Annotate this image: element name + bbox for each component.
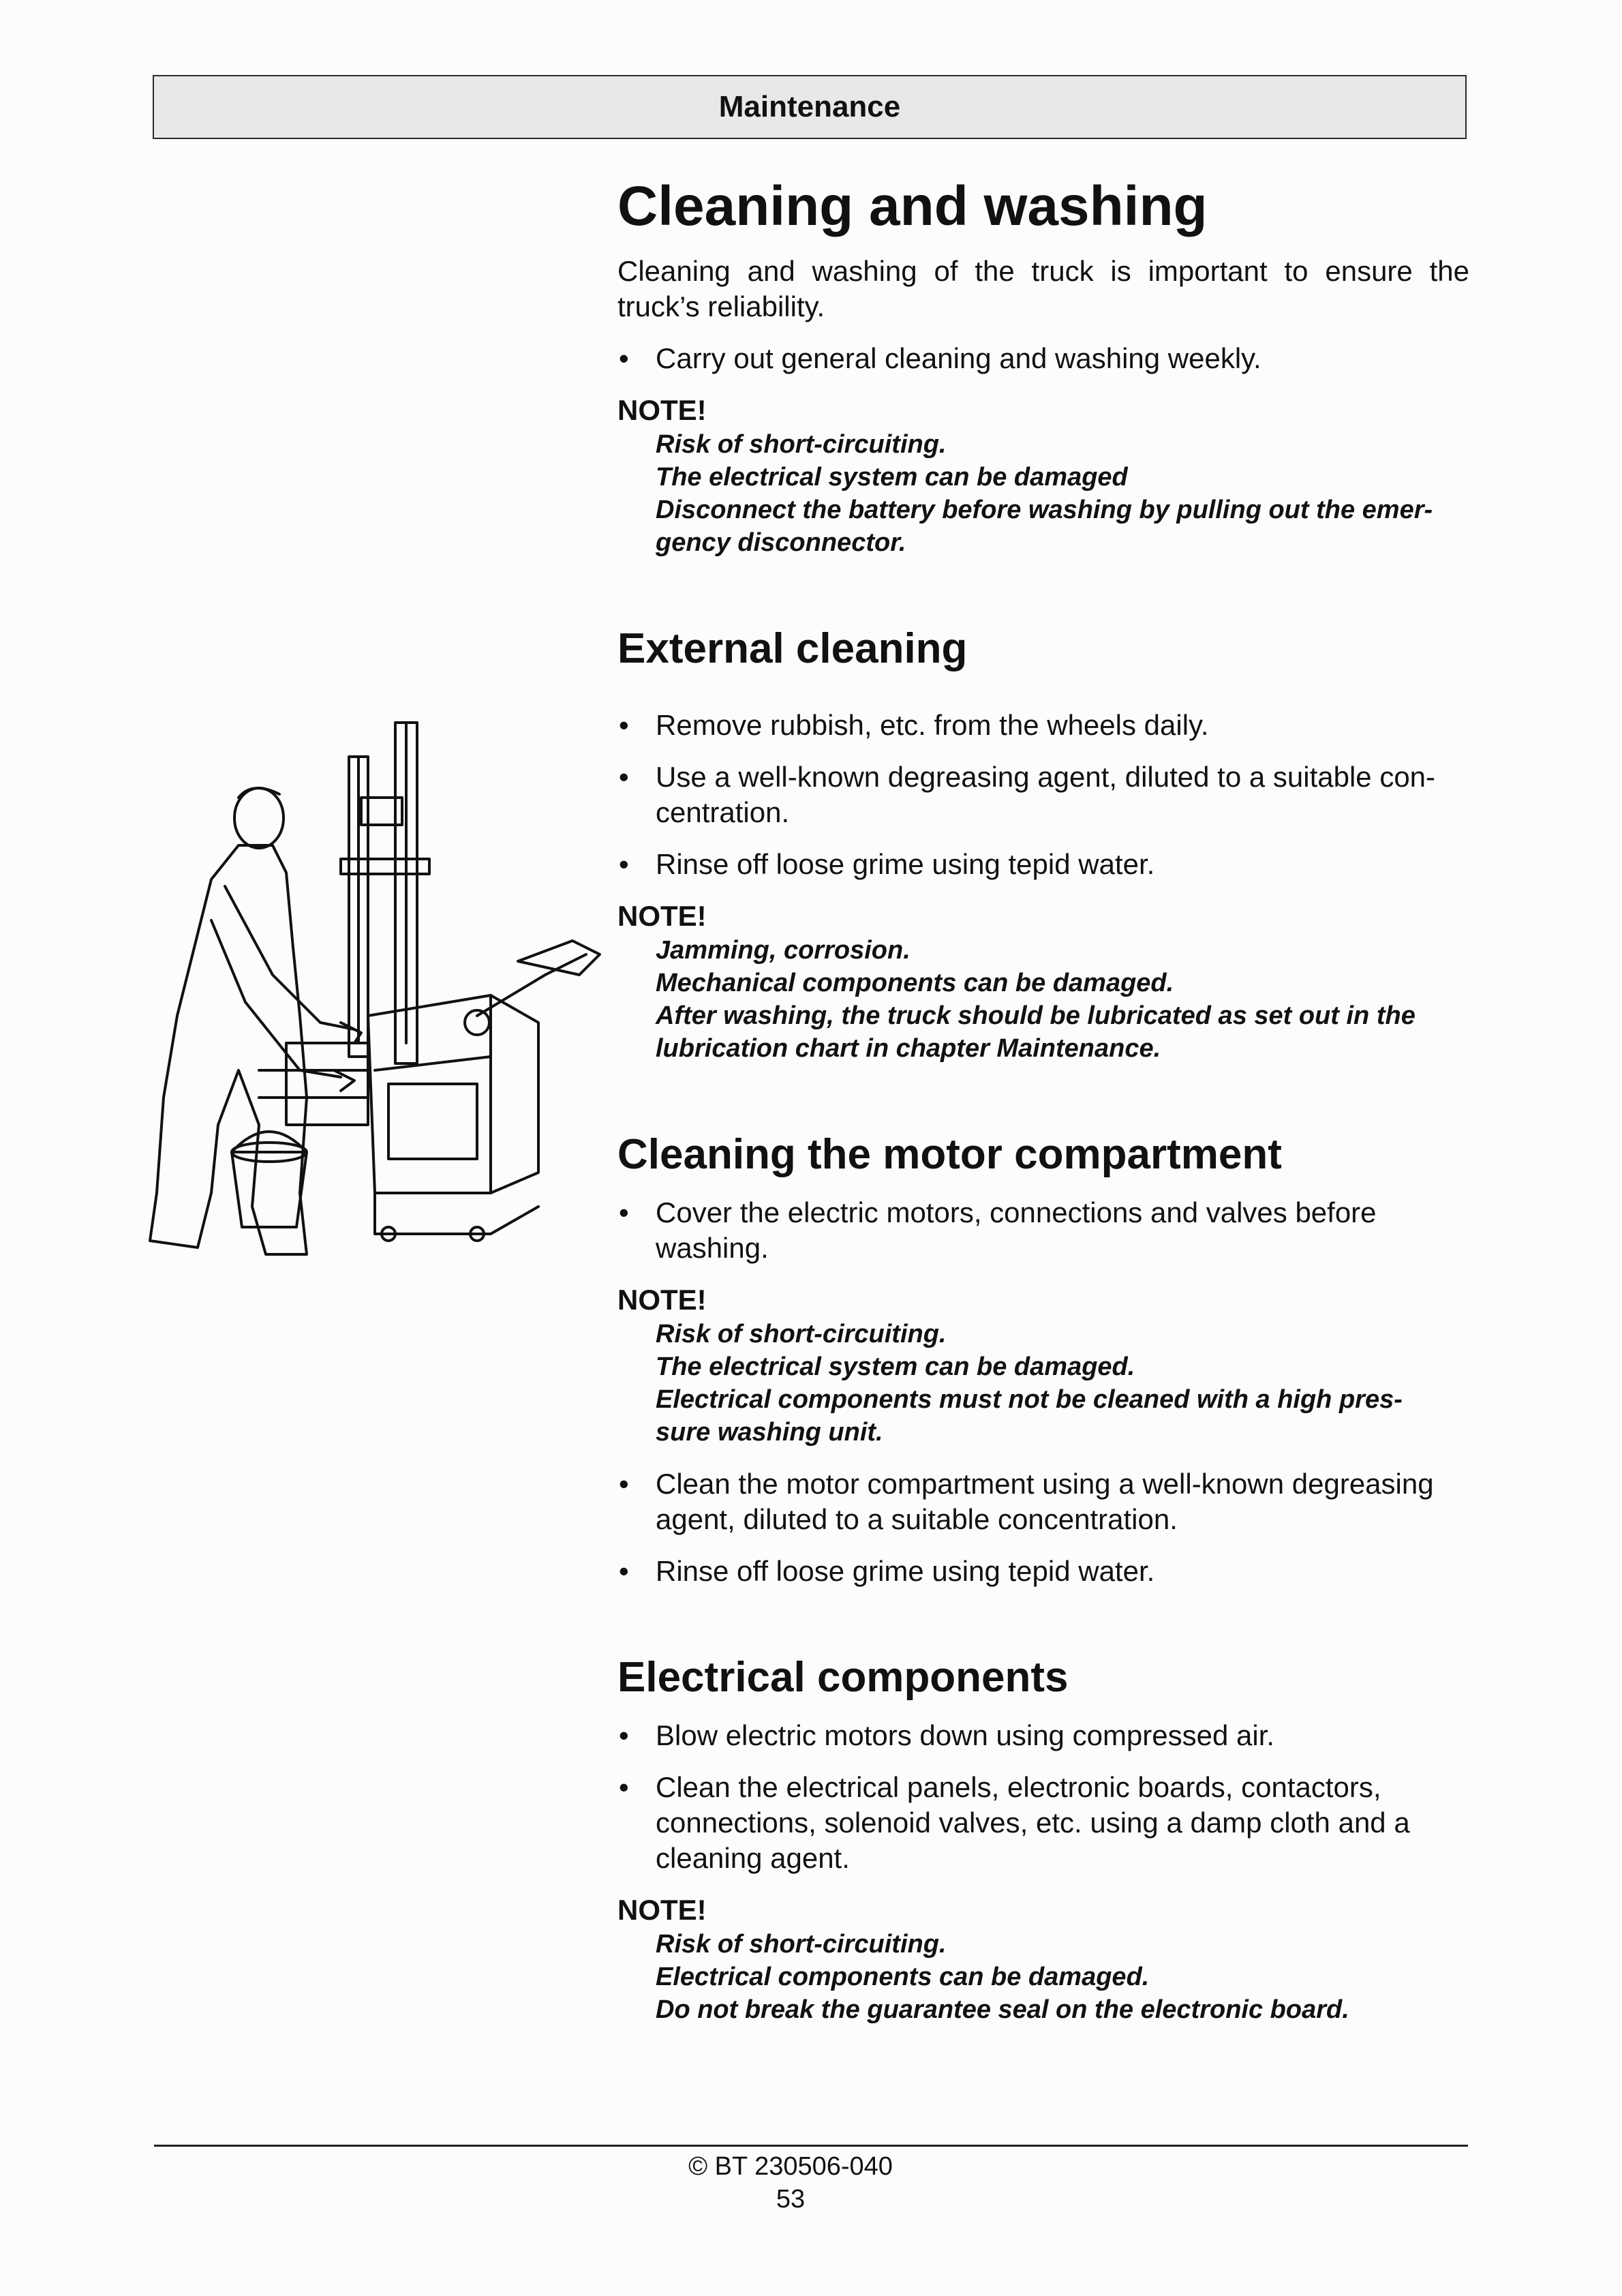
- truck-washing-illustration: [136, 716, 613, 1261]
- footer-divider: [154, 2145, 1468, 2147]
- list-item: • Rinse off loose grime using tepid water.: [617, 847, 1469, 882]
- list-item: • Blow electric motors down using compressed air.: [617, 1718, 1469, 1753]
- page-number: 53: [776, 2185, 806, 2214]
- note-line: Risk of short-circuiting.: [656, 430, 947, 459]
- main-bullets: [617, 341, 1469, 376]
- main-content: [617, 175, 1469, 2044]
- footer-copyright: © BT 230506-040: [688, 2152, 893, 2181]
- list-item: • Clean the motor compartment using a well-known degreasing agent, diluted to a suitable concentration.: [617, 1466, 1469, 1537]
- note-line: lubrication chart in chapter Maintenance.: [656, 1033, 1161, 1063]
- list-item: • Carry out general cleaning and washing weekly.: [617, 341, 1469, 376]
- list-item: • Rinse off loose grime using tepid water.: [617, 1554, 1469, 1589]
- note-line: Risk of short-circuiting.: [656, 1319, 947, 1348]
- electrical-bullets: [617, 1718, 1469, 1876]
- note-label: NOTE!: [617, 1283, 707, 1316]
- note-electrical: [617, 1892, 1469, 2026]
- motor-bullets-before: [617, 1195, 1469, 1266]
- section-title-electrical: Electrical components: [617, 1653, 1069, 1701]
- note-motor: [617, 1282, 1469, 1449]
- list-item: • Remove rubbish, etc. from the wheels daily.: [617, 708, 1469, 743]
- section-header-title: Maintenance: [718, 90, 901, 123]
- note-line: Jamming, corrosion.: [656, 935, 911, 965]
- list-item: • Cover the electric motors, connections and valves before washing.: [617, 1195, 1469, 1266]
- note-external: [617, 898, 1469, 1065]
- list-item: • Use a well-known degreasing agent, diluted to a suitable con-centration.: [617, 759, 1469, 830]
- note-line: The electrical system can be damaged: [656, 463, 1128, 492]
- note-main: [617, 393, 1469, 559]
- page-footer: [613, 2150, 968, 2216]
- motor-bullets-after: [617, 1466, 1469, 1589]
- note-label: NOTE!: [617, 899, 707, 932]
- note-line: Electrical components can be damaged.: [656, 1963, 1150, 1992]
- note-line: Disconnect the battery before washing by pulling out the emer-: [656, 496, 1433, 525]
- section-title-external: External cleaning: [617, 625, 968, 673]
- note-line: gency disconnector.: [656, 528, 906, 558]
- external-bullets: [617, 708, 1469, 882]
- note-label: NOTE!: [617, 394, 707, 427]
- section-title-motor: Cleaning the motor compartment: [617, 1130, 1282, 1178]
- page-title: Cleaning and washing: [617, 175, 1208, 237]
- section-header: [153, 75, 1467, 139]
- note-line: Do not break the guarantee seal on the electronic board.: [656, 1995, 1349, 2025]
- note-line: sure washing unit.: [656, 1417, 883, 1447]
- note-line: Risk of short-circuiting.: [656, 1930, 947, 1959]
- note-line: Mechanical components can be damaged.: [656, 968, 1174, 997]
- intro-paragraph: Cleaning and washing of the truck is important to ensure the truck’s reliability.: [617, 255, 1469, 323]
- list-item: • Clean the electrical panels, electronic boards, contactors, connections, solenoid valves, etc. using a damp cloth and a cleaning agent.: [617, 1770, 1469, 1876]
- note-line: The electrical system can be damaged.: [656, 1352, 1135, 1381]
- note-line: Electrical components must not be cleaned with a high pres-: [656, 1385, 1403, 1414]
- note-label: NOTE!: [617, 1894, 707, 1927]
- note-line: After washing, the truck should be lubricated as set out in the: [656, 1001, 1416, 1030]
